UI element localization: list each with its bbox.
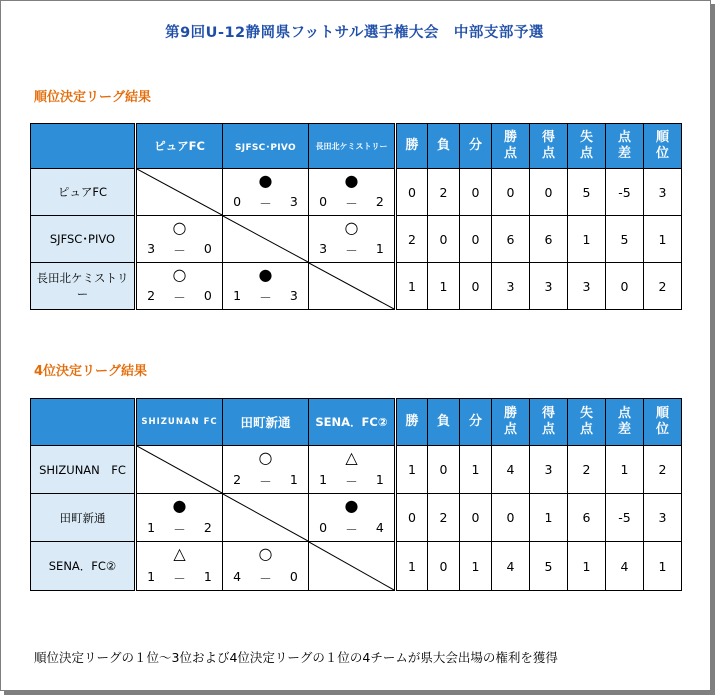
result-mark: ○ [258, 544, 273, 563]
score-part: 0 [319, 194, 328, 209]
page-title: 第9回U-12静岡県フットサル選手権大会 中部支部予選 [165, 25, 544, 41]
stat-cell: 6 [492, 216, 530, 263]
result-mark: △ [173, 544, 186, 563]
score-part: 0 [289, 569, 298, 584]
match-score [309, 520, 394, 538]
match-score [137, 241, 222, 259]
stat-cell: 1 [530, 494, 568, 542]
stat-cell: 5 [530, 542, 568, 591]
league-table-fourth-place [30, 398, 682, 591]
stat-cell: 2 [568, 446, 606, 494]
header-stat: 勝 [396, 399, 428, 446]
score-part: 1 [289, 472, 298, 487]
table-row [31, 542, 682, 591]
score-part: 3 [319, 241, 328, 256]
stat-cell: 6 [530, 216, 568, 263]
stat-cell: 2 [396, 216, 428, 263]
stat-cell: 2 [428, 494, 460, 542]
result-mark: ○ [258, 448, 273, 467]
stat-cell: 1 [606, 446, 644, 494]
score-part: － [259, 290, 272, 305]
header-stat: 負 [428, 124, 460, 169]
stat-cell: 1 [396, 542, 428, 591]
score-part: － [259, 474, 272, 489]
table-row [31, 216, 682, 263]
score-part: 0 [233, 194, 242, 209]
header-corner [31, 399, 136, 446]
table-row [31, 169, 682, 216]
self-match-cell [309, 542, 396, 591]
stat-cell: 3 [530, 446, 568, 494]
result-mark: ● [258, 265, 273, 284]
table-row [31, 263, 682, 310]
stat-cell: 1 [644, 216, 682, 263]
score-part: 1 [319, 472, 328, 487]
score-part: 3 [289, 194, 298, 209]
stat-cell: 5 [606, 216, 644, 263]
header-corner [31, 124, 136, 169]
header-stat: 順 位 [644, 399, 682, 446]
header-stat: 勝 点 [492, 399, 530, 446]
header-stat: 負 [428, 399, 460, 446]
footer-note: 順位決定リーグの１位～3位および4位決定リーグの１位の4チームが県大会出場の権利を獲得 [34, 650, 558, 665]
section-heading-league2: 4位決定リーグ結果 [34, 364, 148, 379]
score-part: 1 [375, 241, 384, 256]
stat-cell: 0 [460, 169, 492, 216]
stat-cell: 4 [606, 542, 644, 591]
score-part: 0 [203, 288, 212, 303]
header-stat: 得 点 [530, 124, 568, 169]
match-score [137, 520, 222, 538]
score-part: － [345, 474, 358, 489]
stat-cell: 0 [460, 263, 492, 310]
stat-cell: 1 [396, 263, 428, 310]
result-mark: ○ [344, 218, 359, 237]
score-part: － [345, 196, 358, 211]
result-mark: ● [258, 171, 273, 190]
stat-cell: 0 [428, 446, 460, 494]
header-team: ピュアFC [136, 124, 223, 169]
score-part: － [259, 196, 272, 211]
score-part: 1 [233, 288, 242, 303]
stat-cell: 1 [460, 542, 492, 591]
diagonal-line [223, 216, 308, 262]
stat-cell: 0 [396, 494, 428, 542]
match-result-cell [223, 542, 309, 591]
score-part: － [173, 571, 186, 586]
match-score [223, 569, 308, 587]
diagonal-line [137, 169, 222, 215]
self-match-cell [223, 494, 309, 542]
header-team: 長田北ケミストリー [309, 124, 396, 169]
match-score [137, 569, 222, 587]
match-result-cell [136, 494, 223, 542]
stat-cell: 0 [396, 169, 428, 216]
result-mark: ● [344, 171, 359, 190]
header-stat: 失 点 [568, 399, 606, 446]
stat-cell: 0 [460, 216, 492, 263]
stat-cell: 0 [530, 169, 568, 216]
diagonal-line [223, 494, 308, 541]
stat-cell: 3 [530, 263, 568, 310]
header-stat: 点 差 [606, 124, 644, 169]
team-name-cell: SJFSC･PIVO [31, 216, 136, 263]
section-heading-league1: 順位決定リーグ結果 [34, 90, 152, 105]
match-result-cell [223, 263, 309, 310]
match-result-cell [309, 494, 396, 542]
league-table-ranking [30, 123, 682, 310]
result-mark: △ [345, 448, 358, 467]
match-result-cell [309, 216, 396, 263]
diagonal-line [309, 542, 394, 590]
match-result-cell [136, 263, 223, 310]
stat-cell: -5 [606, 494, 644, 542]
diagonal-line [309, 263, 394, 309]
stat-cell: 3 [644, 494, 682, 542]
result-mark: ● [344, 496, 359, 515]
stat-cell: 4 [492, 542, 530, 591]
stat-cell: 0 [606, 263, 644, 310]
stat-cell: 2 [644, 446, 682, 494]
self-match-cell [223, 216, 309, 263]
stat-cell: 0 [428, 216, 460, 263]
stat-cell: 6 [568, 494, 606, 542]
score-part: 4 [375, 520, 384, 535]
match-result-cell [223, 169, 309, 216]
stat-cell: 0 [428, 542, 460, 591]
stat-cell: 4 [492, 446, 530, 494]
match-result-cell [136, 542, 223, 591]
stat-cell: 2 [644, 263, 682, 310]
score-part: 0 [203, 241, 212, 256]
match-result-cell [309, 169, 396, 216]
match-score [309, 194, 394, 212]
stat-cell: 0 [460, 494, 492, 542]
score-part: － [345, 243, 358, 258]
header-stat: 分 [460, 124, 492, 169]
match-score [137, 288, 222, 306]
stat-cell: -5 [606, 169, 644, 216]
stat-cell: 3 [644, 169, 682, 216]
score-part: 1 [147, 520, 156, 535]
team-name-cell: SENA．FC② [31, 542, 136, 591]
stat-cell: 1 [568, 542, 606, 591]
diagonal-line [137, 446, 222, 493]
score-part: 2 [203, 520, 212, 535]
score-part: 2 [147, 288, 156, 303]
result-mark: ○ [172, 218, 187, 237]
header-stat: 勝 点 [492, 124, 530, 169]
score-part: 2 [375, 194, 384, 209]
match-result-cell [223, 446, 309, 494]
self-match-cell [309, 263, 396, 310]
match-score [223, 194, 308, 212]
stat-cell: 0 [492, 169, 530, 216]
score-part: 2 [233, 472, 242, 487]
stat-cell: 3 [492, 263, 530, 310]
header-stat: 順 位 [644, 124, 682, 169]
header-stat: 得 点 [530, 399, 568, 446]
stat-cell: 1 [568, 216, 606, 263]
header-team: SENA．FC② [309, 399, 396, 446]
stat-cell: 3 [568, 263, 606, 310]
score-part: 1 [203, 569, 212, 584]
score-part: 1 [147, 569, 156, 584]
match-score [223, 288, 308, 306]
stat-cell: 2 [428, 169, 460, 216]
score-part: 3 [147, 241, 156, 256]
result-mark: ○ [172, 265, 187, 284]
result-mark: ● [172, 496, 187, 515]
table-row [31, 446, 682, 494]
stat-cell: 1 [396, 446, 428, 494]
match-score [223, 472, 308, 490]
self-match-cell [136, 169, 223, 216]
match-score [309, 472, 394, 490]
stat-cell: 1 [460, 446, 492, 494]
team-name-cell: 田町新通 [31, 494, 136, 542]
score-part: － [173, 522, 186, 537]
score-part: 3 [289, 288, 298, 303]
team-name-cell: ピュアFC [31, 169, 136, 216]
team-name-cell: SHIZUNAN FC [31, 446, 136, 494]
table-header-row [31, 124, 682, 169]
header-stat: 分 [460, 399, 492, 446]
score-part: 0 [319, 520, 328, 535]
table-header-row [31, 399, 682, 446]
score-part: － [259, 571, 272, 586]
table-row [31, 494, 682, 542]
score-part: 1 [375, 472, 384, 487]
header-team: SJFSC･PIVO [223, 124, 309, 169]
header-stat: 点 差 [606, 399, 644, 446]
match-result-cell [136, 216, 223, 263]
score-part: － [345, 522, 358, 537]
team-name-cell: 長田北ケミストリー [31, 263, 136, 310]
header-stat: 失 点 [568, 124, 606, 169]
match-score [309, 241, 394, 259]
header-team: SHIZUNAN FC [136, 399, 223, 446]
match-result-cell [309, 446, 396, 494]
stat-cell: 0 [492, 494, 530, 542]
score-part: － [173, 290, 186, 305]
header-stat: 勝 [396, 124, 428, 169]
self-match-cell [136, 446, 223, 494]
score-part: － [173, 243, 186, 258]
stat-cell: 1 [428, 263, 460, 310]
header-team: 田町新通 [223, 399, 309, 446]
score-part: 4 [233, 569, 242, 584]
stat-cell: 5 [568, 169, 606, 216]
stat-cell: 1 [644, 542, 682, 591]
